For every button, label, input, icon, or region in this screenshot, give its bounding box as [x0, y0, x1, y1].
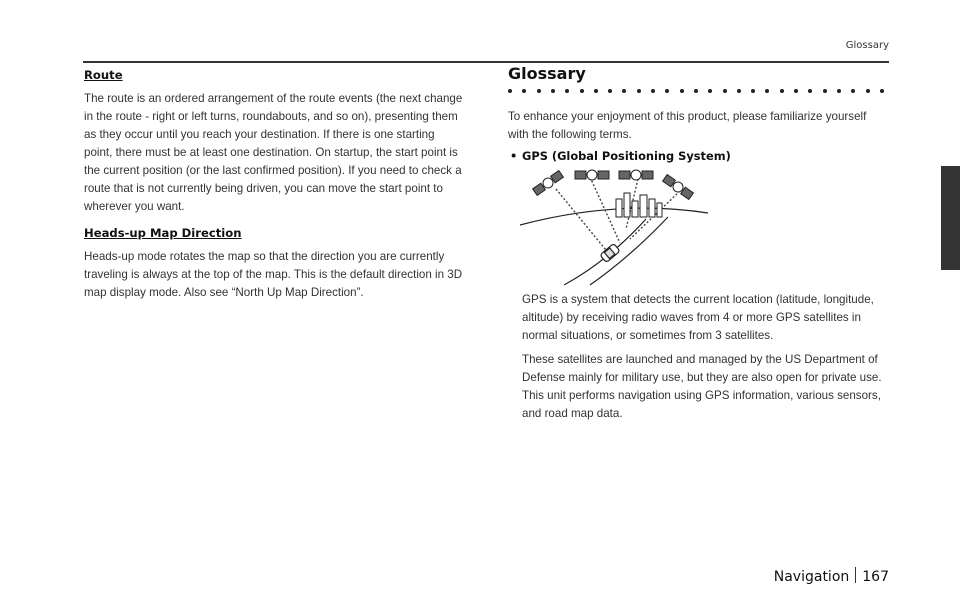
- rule-dot: [594, 89, 598, 93]
- rule-dot: [551, 89, 555, 93]
- rule-dot: [880, 89, 884, 93]
- glossary-intro: To enhance your enjoyment of this product, please familiarize yourself with the following terms.: [508, 110, 867, 141]
- gps-satellite-info: These satellites are launched and managed by the US Department of Defense mainly for military use, but they are also open for private use. This unit performs navigation using GPS information, various sensors, and road map data.: [522, 353, 882, 420]
- rule-dot: [837, 89, 841, 93]
- rule-dot: [765, 89, 769, 93]
- rule-dot: [622, 89, 626, 93]
- page-footer: [774, 567, 889, 585]
- rule-dot: [737, 89, 741, 93]
- rule-dot: [723, 89, 727, 93]
- rule-dot: [780, 89, 784, 93]
- running-header: Glossary: [845, 40, 889, 51]
- rule-dot: [823, 89, 827, 93]
- satellite-icon: [532, 170, 694, 201]
- right-column: [508, 65, 888, 423]
- rule-dot: [537, 89, 541, 93]
- gps-description: GPS is a system that detects the current location (latitude, longitude, altitude) by receiving radio waves from 4 or more GPS satellites in normal situations, or sometimes from 3 satellites.: [522, 293, 874, 342]
- rule-dot: [637, 89, 641, 93]
- rule-dot: [680, 89, 684, 93]
- rule-dot: [522, 89, 526, 93]
- rule-dot: [794, 89, 798, 93]
- gps-term: [508, 147, 888, 165]
- glossary-title: Glossary: [508, 64, 586, 83]
- route-description: The route is an ordered arrangement of the route events (the next change in the route - right or left turns, roundabouts, and so on), presenting them as they occur until you reach your destination. If there is one starting point, there must be at least one destination. On startup, the start point is the current position (or the last confirmed position). If you need to check a route that is not currently being driven, you can move the start point to wherever you want.: [84, 92, 463, 213]
- rule-dot: [651, 89, 655, 93]
- rule-dot: [694, 89, 698, 93]
- left-column: [84, 66, 466, 302]
- headsup-heading: Heads-up Map Direction: [84, 226, 242, 240]
- footer-divider: [855, 567, 856, 583]
- rule-dot: [565, 89, 569, 93]
- chapter-tab: [941, 166, 960, 270]
- headsup-description: Heads-up mode rotates the map so that the direction you are currently traveling is always at the top of the map. This is the default direction in 3D map display mode. Also see “North Up Map Direction”.: [84, 250, 463, 299]
- rule-dot: [508, 89, 512, 93]
- rule-dot: [866, 89, 870, 93]
- page-number: 167: [862, 569, 889, 585]
- city-buildings-icon: [616, 193, 662, 217]
- dotted-rule: [508, 87, 888, 97]
- rule-dot: [580, 89, 584, 93]
- rule-dot: [608, 89, 612, 93]
- gps-term-label: GPS (Global Positioning System): [522, 149, 731, 163]
- footer-section: Navigation: [773, 569, 850, 585]
- bullet-icon: •: [510, 149, 518, 163]
- rule-dot: [708, 89, 712, 93]
- rule-dot: [808, 89, 812, 93]
- route-heading: Route: [84, 68, 123, 82]
- gps-satellite-illustration: [518, 169, 708, 287]
- rule-dot: [851, 89, 855, 93]
- rule-dot: [751, 89, 755, 93]
- rule-dot: [665, 89, 669, 93]
- header-rule: [83, 61, 889, 63]
